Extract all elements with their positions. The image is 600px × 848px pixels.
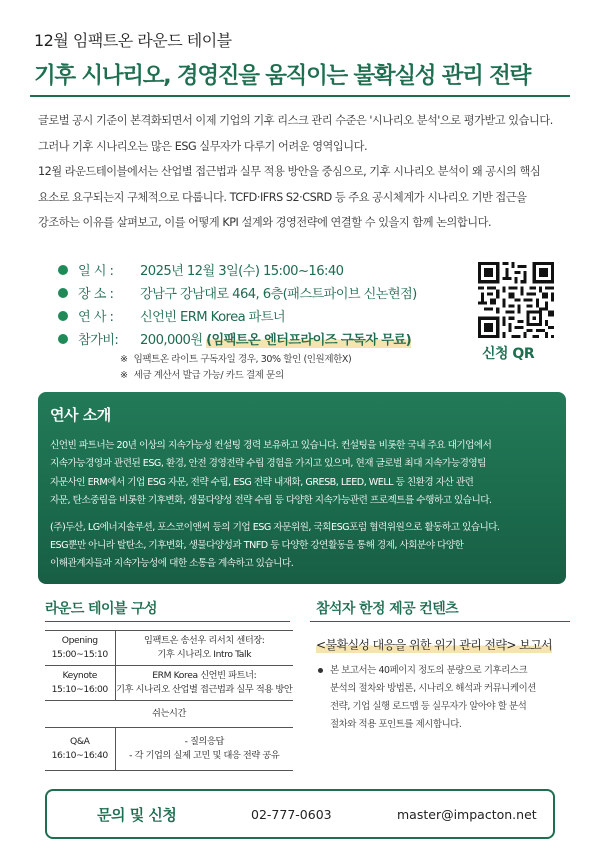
contents-title-rule — [310, 621, 570, 622]
report-description-line: 절차와 적용 포인트를 제시합니다. — [330, 719, 462, 730]
event-info — [58, 258, 417, 384]
info-place-key: 장 소 : — [78, 287, 114, 302]
qr-label: 신청 QR — [482, 346, 535, 362]
bullet-icon — [318, 668, 323, 673]
speaker-intro-box — [38, 392, 566, 584]
schedule-table — [45, 630, 293, 771]
info-date — [58, 258, 417, 281]
info-speaker — [58, 304, 417, 327]
report-description-line: 본 보고서는 40페이지 정도의 분량으로 기후리스크 — [330, 665, 528, 676]
note-mark-icon: ※ — [120, 354, 128, 365]
speaker-intro-line: 자문사인 ERM에서 기업 ESG 자문, 전략 수립, ESG 전략 내재화, GRESB, LEED, WELL 등 친환경 자산 관련 — [50, 476, 474, 488]
schedule-detail-line: ERM Korea 신언빈 파트너: — [152, 670, 257, 681]
schedule-time: 15:00~15:10 — [51, 649, 108, 660]
schedule-session-label: Keynote — [62, 670, 98, 681]
fee-note-text: 임팩트온 라이트 구독자일 경우, 30% 할인 (인원제한X) — [133, 354, 352, 365]
fee-notes — [120, 352, 417, 384]
speaker-intro-line: 신언빈 파트너는 20년 이상의 지속가능성 컨설팅 경력 보유하고 있습니다. 컨설팅을 비롯한 국내 주요 대기업에서 — [50, 440, 492, 451]
schedule-detail-cell — [115, 728, 293, 771]
bullet-icon — [58, 311, 68, 321]
schedule-time-cell — [45, 728, 115, 771]
intro-line: 12월 라운드테이블에서는 산업별 접근법과 실무 적용 방안을 중심으로, 기후 시나리오 분석이 왜 공시의 핵심 — [38, 165, 541, 178]
intro-line: 요소로 요구되는지 구체적으로 다룹니다. TCFD·IFRS S2·CSRD 등 주요 공시체계가 시나리오 기반 접근을 — [38, 190, 527, 204]
speaker-intro-title: 연사 소개 — [50, 406, 111, 424]
report-description-line: 분석의 절차와 방법론, 시나리오 해석과 커뮤니케이션 — [330, 683, 536, 694]
info-fee-value: 200,000원 — [140, 333, 203, 348]
schedule-title: 라운드 테이블 구성 — [45, 601, 157, 617]
info-date-key: 일 시 : — [78, 264, 114, 279]
schedule-row — [45, 666, 293, 701]
bullet-icon — [58, 288, 68, 298]
speaker-intro-line: 자문, 탄소중립을 비롯한 기후변화, 생물다양성 전략 수립 등 다양한 지속가능관련 프로젝트를 수행하고 있습니다. — [50, 495, 492, 507]
info-place — [58, 281, 417, 304]
speaker-intro-line: ESG뿐만 아니라 탈탄소, 기후변화, 생물다양성과 TNFD 등 다양한 강연활동을 통해 경제, 사회분야 다양한 — [50, 540, 464, 552]
schedule-time-cell — [45, 631, 115, 666]
intro-line: 강조하는 이유를 살펴보고, 이를 어떻게 KPI 설계와 경영전략에 연결할 수 있을지 함께 논의합니다. — [38, 216, 492, 229]
schedule-time-cell — [45, 666, 115, 701]
schedule-session-label: Opening — [61, 635, 98, 646]
bullet-icon — [58, 265, 68, 275]
info-speaker-value: 신언빈 ERM Korea 파트너 — [140, 310, 286, 325]
fee-note — [120, 368, 417, 384]
schedule-detail-cell — [115, 666, 293, 701]
schedule-detail-line: 임팩트온 송선우 리서치 센터장: — [144, 635, 265, 646]
contact-email[interactable]: master@impacton.net — [397, 806, 537, 822]
page-title: 기후 시나리오, 경영진을 움직이는 불확실성 관리 전략 — [34, 63, 531, 89]
info-date-value: 2025년 12월 3일(수) 15:00~16:40 — [140, 264, 344, 279]
report-description — [318, 662, 578, 734]
schedule-break-row — [45, 701, 293, 728]
report-description-line: 전략, 기업 실행 로드맵 등 실무자가 알아야 할 분석 — [330, 701, 527, 712]
contact-box — [45, 789, 555, 839]
intro-line: 그러나 기후 시나리오는 많은 ESG 실무자가 다루기 어려운 영역입니다. — [38, 139, 368, 153]
speaker-intro-line: (주)두산, LG에너지솔루션, 포스코이앤씨 등의 기업 ESG 자문위원, 국회ESG포럼 협력위원으로 활동하고 있습니다. — [50, 521, 500, 533]
contact-phone[interactable]: 02-777-0603 — [251, 806, 332, 822]
schedule-detail-line: - 질의응답 — [184, 736, 224, 747]
title-divider — [30, 95, 570, 97]
qr-code-icon[interactable] — [478, 262, 554, 338]
info-speaker-key: 연 사 : — [78, 310, 114, 325]
schedule-detail-cell — [115, 631, 293, 666]
note-mark-icon: ※ — [120, 370, 128, 381]
schedule-session-label: Q&A — [70, 736, 90, 747]
schedule-detail-line: 기후 시나리오 Intro Talk — [157, 649, 252, 660]
contents-title: 참석자 한정 제공 컨텐츠 — [316, 601, 459, 617]
fee-note — [120, 352, 417, 368]
intro-text — [38, 108, 578, 236]
speaker-intro-line: 이해관계자들과 지속가능성에 대한 소통을 계속하고 있습니다. — [50, 558, 294, 570]
schedule-time: 15:10~16:00 — [51, 684, 108, 695]
speaker-intro-line: 지속가능경영과 관련된 ESG, 환경, 안전 경영전략 수립 경험을 가지고 있으며, 현재 글로벌 최대 지속가능경영팀 — [50, 458, 486, 470]
schedule-detail-line: - 각 기업의 실제 고민 및 대응 전략 공유 — [129, 750, 280, 761]
intro-line: 글로벌 공시 기준이 본격화되면서 이제 기업의 기후 리스크 관리 수준은 '시나리오 분석'으로 평가받고 있습니다. — [38, 114, 553, 127]
bullet-icon — [58, 334, 68, 344]
event-subtitle: 12월 임팩트온 라운드 테이블 — [34, 31, 232, 50]
info-fee — [58, 327, 417, 350]
info-fee-highlight: (임팩트온 엔터프라이즈 구독자 무료) — [206, 329, 411, 348]
info-fee-key: 참가비: — [78, 333, 119, 348]
info-place-value: 강남구 강남대로 464, 6층(패스트파이브 신논현점) — [140, 287, 417, 302]
schedule-title-rule — [45, 621, 290, 622]
fee-note-text: 세금 계산서 발급 가능/ 카드 결제 문의 — [133, 370, 284, 381]
schedule-detail-line: 기후 시나리오 산업별 접근법과 실무 적용 방안 — [116, 684, 293, 695]
schedule-break-cell: 쉬는시간 — [45, 701, 293, 728]
schedule-row — [45, 631, 293, 666]
schedule-time: 16:10~16:40 — [51, 750, 108, 761]
schedule-row — [45, 728, 293, 771]
contact-label: 문의 및 신청 — [97, 805, 177, 824]
report-title: <불확실성 대응을 위한 위기 관리 전략> 보고서 — [316, 638, 553, 652]
